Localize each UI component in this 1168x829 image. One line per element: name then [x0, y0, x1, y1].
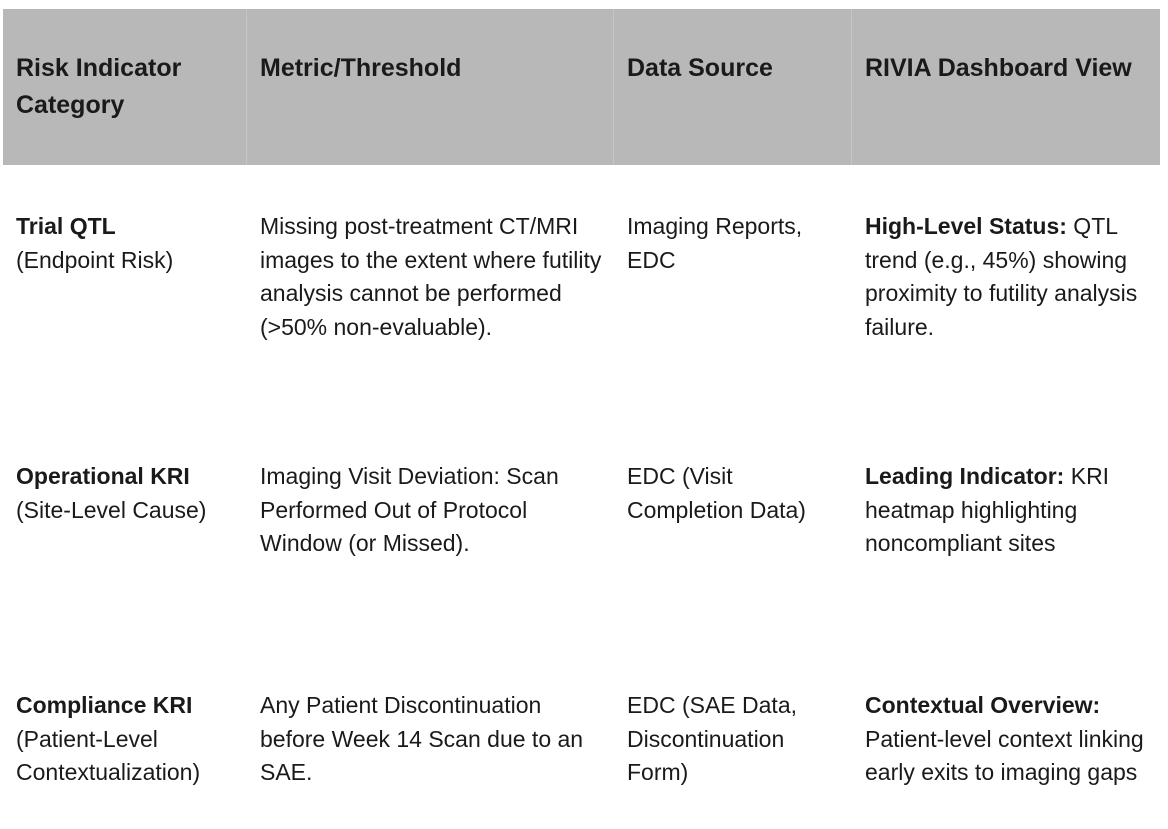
table-body-3 [3, 689, 1160, 790]
source-cell: Imaging Reports, EDC [627, 213, 803, 273]
view-cell [852, 689, 1160, 790]
view-description: Patient-level context linking early exits to imaging gaps [865, 725, 1144, 785]
category-cell [3, 210, 247, 344]
view-description: KRI heatmap highlighting noncompliant sites [865, 463, 1110, 556]
table-row [3, 689, 1160, 790]
table-row [3, 210, 1160, 344]
source-cell: EDC (SAE Data, Discontinuation Form) [627, 692, 797, 785]
metric-cell: Any Patient Discontinuation before Week 14 Scan due to an SAE. [260, 692, 584, 785]
category-subtitle: (Endpoint Risk) [16, 246, 174, 273]
category-title: Compliance KRI [16, 692, 193, 718]
category-subtitle: (Patient-Level Contextualization) [16, 725, 201, 785]
table-body [3, 210, 1160, 344]
category-cell [3, 460, 247, 561]
category-title: Trial QTL [16, 213, 116, 239]
table-row [3, 460, 1160, 561]
category-subtitle: (Site-Level Cause) [16, 496, 207, 523]
view-title: Contextual Overview: [865, 692, 1101, 718]
header-data-source: Data Source [614, 9, 852, 165]
source-cell: EDC (Visit Completion Data) [627, 463, 806, 523]
metric-cell: Missing post-treatment CT/MRI images to the extent where futility analysis cannot be performed (>50% non-evaluable). [260, 213, 602, 340]
metric-cell: Imaging Visit Deviation: Scan Performed Out of Protocol Window (or Missed). [260, 463, 559, 556]
risk-indicator-table [3, 9, 1160, 165]
table-header [3, 9, 1160, 165]
header-metric-threshold: Metric/Threshold [247, 9, 614, 165]
header-risk-indicator-category: Risk Indicator Category [3, 9, 247, 165]
view-title: Leading Indicator: [865, 463, 1065, 489]
category-title: Operational KRI [16, 463, 190, 489]
table-body-2 [3, 460, 1160, 561]
view-description: QTL trend (e.g., 45%) showing proximity to futility analysis failure. [865, 213, 1138, 340]
header-rivia-dashboard-view: RIVIA Dashboard View [865, 54, 1132, 82]
view-cell [852, 460, 1160, 561]
view-title: High-Level Status: [865, 213, 1067, 239]
category-cell [3, 689, 247, 790]
view-cell [852, 210, 1160, 344]
